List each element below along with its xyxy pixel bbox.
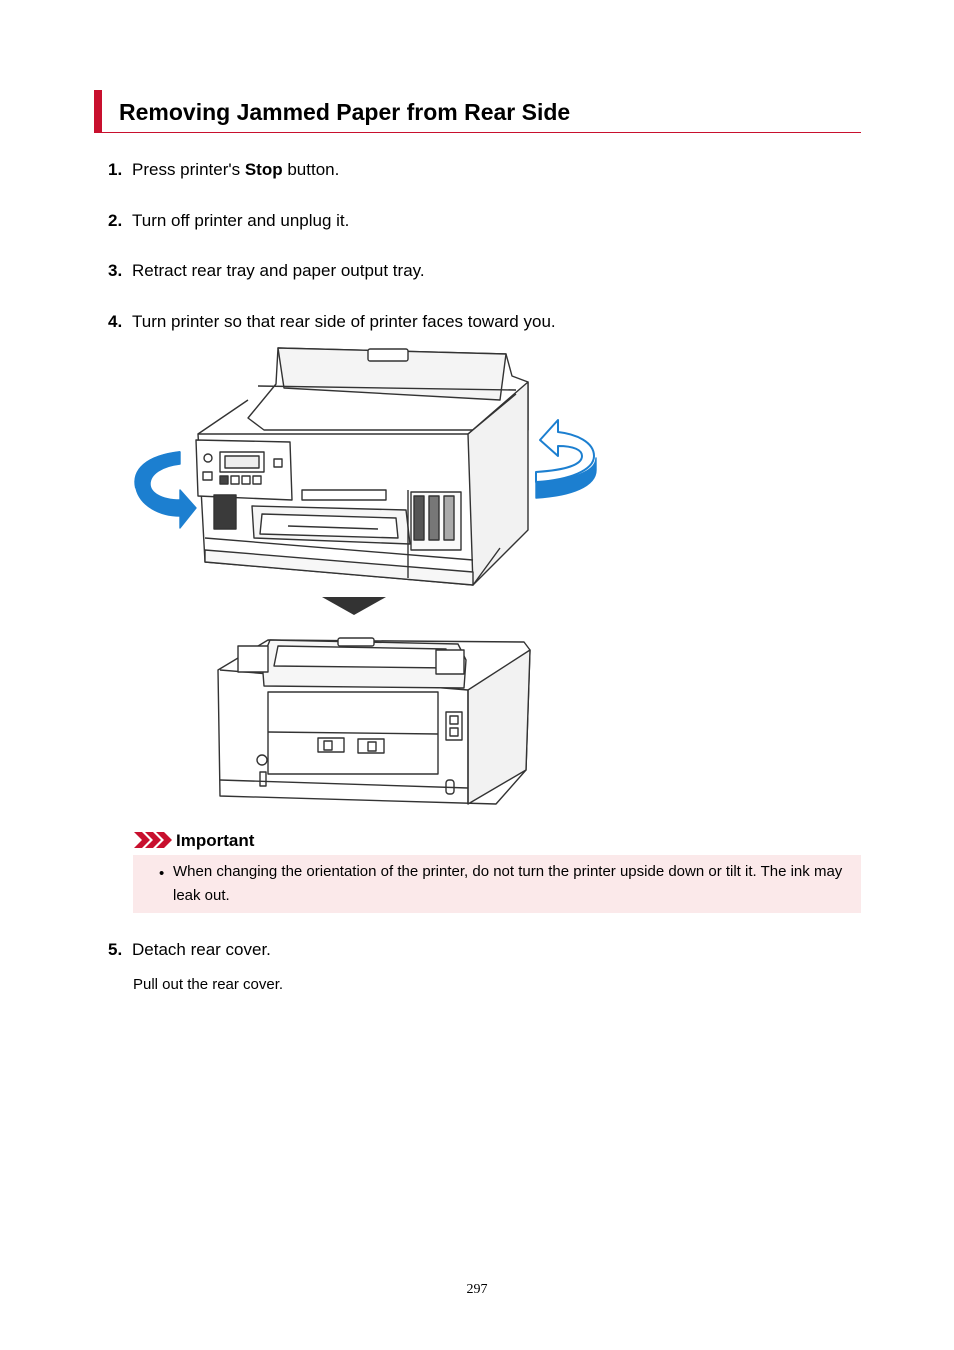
black-ink-window xyxy=(214,495,236,529)
step-text-end: button. xyxy=(282,160,340,179)
step-5-detail: Pull out the rear cover. xyxy=(133,976,284,993)
ink-tank xyxy=(414,496,424,540)
step-4 xyxy=(108,311,556,333)
important-label: Important xyxy=(176,831,255,850)
step-text: Turn off printer and unplug it. xyxy=(132,211,350,230)
step-3 xyxy=(108,260,425,282)
ink-tank xyxy=(429,496,439,540)
section-heading xyxy=(94,90,861,133)
power-button xyxy=(204,454,212,462)
printer-rotation-illustration xyxy=(128,340,600,815)
rotate-arrow-left-icon xyxy=(135,452,196,528)
important-text: When changing the orientation of the printer, do not turn the printer upside down or tilt it. The ink may leak out. xyxy=(173,863,843,904)
page-title: Removing Jammed Paper from Rear Side xyxy=(119,99,571,125)
heading-accent-bar xyxy=(94,90,102,133)
step-5 xyxy=(108,939,271,961)
step-number: 5. xyxy=(108,940,123,959)
bullet-marker: • xyxy=(159,865,165,882)
important-notice xyxy=(133,855,861,913)
down-arrow-icon xyxy=(322,597,386,615)
step-number: 4. xyxy=(108,312,123,331)
step-number: 3. xyxy=(108,261,123,280)
stop-button-label: Stop xyxy=(244,160,283,179)
step-text: Press printer's xyxy=(132,160,245,179)
page-number: 297 xyxy=(466,1282,488,1297)
rotate-arrow-right-icon xyxy=(536,420,596,498)
important-chevrons-icon xyxy=(134,832,172,848)
step-number: 2. xyxy=(108,211,123,230)
step-1 xyxy=(108,159,339,181)
printer-rear-view xyxy=(218,638,530,804)
ink-tank xyxy=(444,496,454,540)
step-number: 1. xyxy=(108,160,123,179)
printer-front-view xyxy=(196,348,528,585)
lid-handle xyxy=(368,349,408,361)
step-text: Turn printer so that rear side of printer faces toward you. xyxy=(132,312,556,331)
step-2 xyxy=(108,210,349,232)
step-text: Retract rear tray and paper output tray. xyxy=(132,261,425,280)
step-text: Detach rear cover. xyxy=(132,940,271,959)
